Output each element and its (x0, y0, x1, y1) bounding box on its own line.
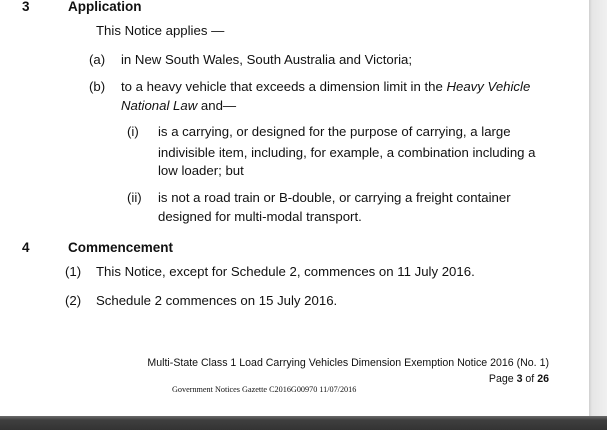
footer-title: Multi-State Class 1 Load Carrying Vehicles Dimension Exemption Notice 2016 (No. 1) (147, 357, 549, 369)
section-number: 3 (22, 0, 30, 14)
footer-page-number: Page 3 of 26 (488, 373, 549, 385)
subitem-text-line2: designed for multi-modal transport. (158, 209, 362, 224)
item-text-line2: National Law and— (121, 98, 237, 113)
item-marker: (2) (65, 293, 82, 308)
subitem-marker: (ii) (127, 190, 142, 205)
subitem-text-line1: is not a road train or B-double, or carrying a freight container (158, 190, 511, 205)
item-marker: (1) (65, 264, 82, 279)
item-text: This Notice, except for Schedule 2, commences on 11 July 2016. (96, 264, 475, 279)
item-text: Schedule 2 commences on 15 July 2016. (96, 293, 338, 308)
section-heading: Commencement (68, 240, 174, 255)
section-intro: This Notice applies — (96, 23, 225, 38)
page-edge-shadow (589, 0, 607, 416)
subitem-marker: (i) (127, 124, 139, 139)
subitem-text-line3: low loader; but (158, 163, 244, 178)
item-marker: (b) (89, 79, 106, 94)
section-heading: Application (68, 0, 142, 14)
gazette-reference: Government Notices Gazette C2016G00970 11/07/2016 (172, 385, 357, 394)
item-text-line1: to a heavy vehicle that exceeds a dimension limit in the Heavy Vehicle (121, 79, 531, 94)
viewer-bottom-bar (0, 416, 607, 430)
subitem-text-line1: is a carrying, or designed for the purpose of carrying, a large (158, 124, 511, 139)
item-marker: (a) (89, 52, 106, 67)
subitem-text-line2: indivisible item, including, for example, a combination including a (158, 145, 536, 160)
section-number: 4 (22, 240, 30, 255)
item-text: in New South Wales, South Australia and Victoria; (121, 52, 413, 67)
